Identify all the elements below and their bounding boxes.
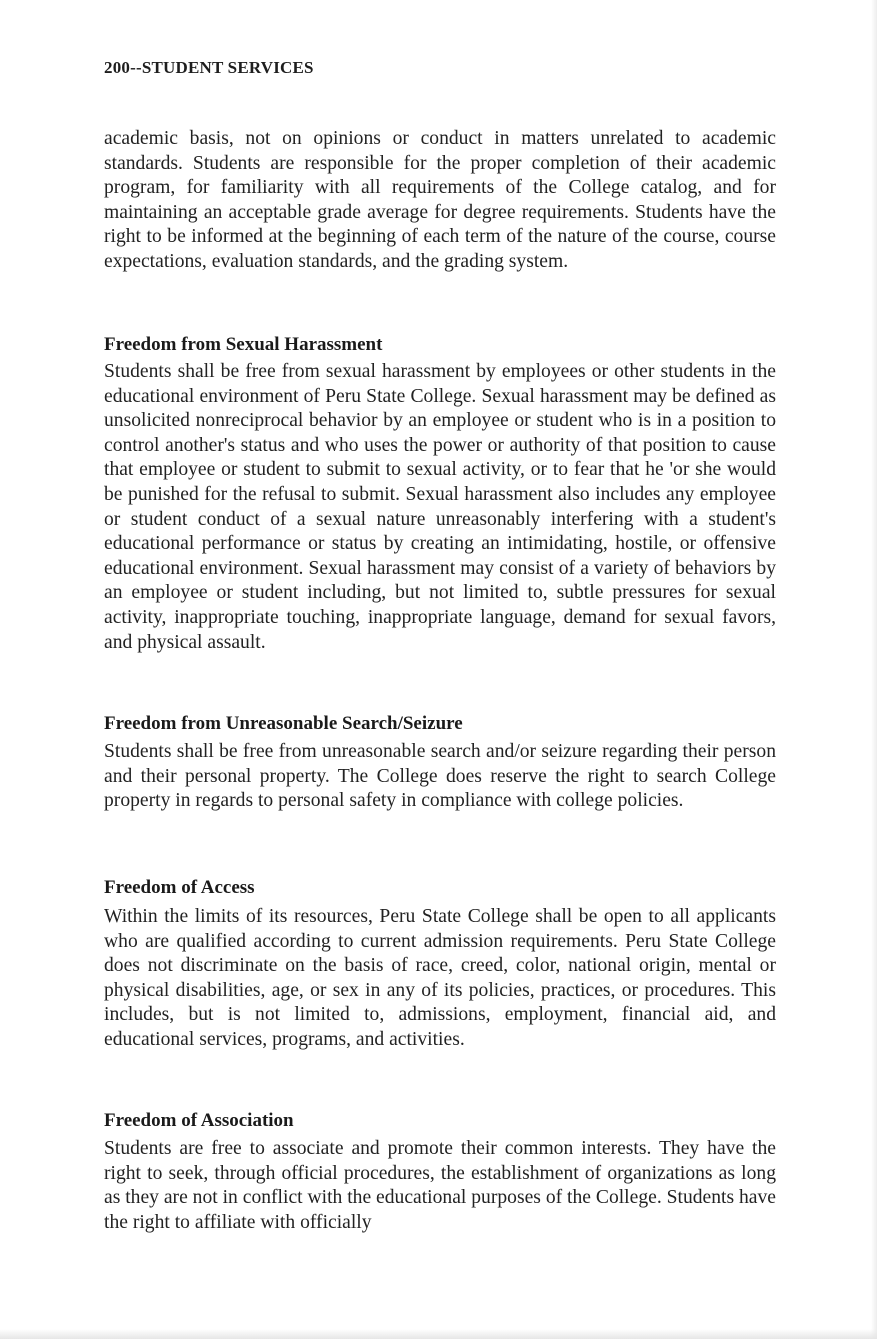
- page-bottom-edge-shadow: [0, 1329, 877, 1339]
- paragraph-freedom-of-association: Students are free to associate and promote their common interests. They have the right to seek, through official procedures, the establishment of organizations as long as they are not in conflict with the educational purposes of the College. Students have the right to affiliate with officially: [104, 1138, 776, 1233]
- heading-freedom-of-association: Freedom of Association: [104, 1110, 294, 1131]
- heading-freedom-of-access: Freedom of Access: [104, 877, 255, 898]
- page-right-edge-shadow: [871, 0, 877, 1339]
- running-head: 200--STUDENT SERVICES: [104, 58, 314, 77]
- intro-paragraph: academic basis, not on opinions or conduct in matters unrelated to academic standards. Students are responsible for the proper completion of their academic program, for familiarity with all requirements of the College catalog, and for maintaining an acceptable grade average for degree requirements. Students have the right to be informed at the beginning of each term of the nature of the course, course expectations, evaluation standards, and the grading system.: [104, 128, 776, 272]
- heading-search-seizure: Freedom from Unreasonable Search/Seizure: [104, 713, 463, 734]
- paragraph-search-seizure: Students shall be free from unreasonable search and/or seizure regarding their person and their personal property. The College does reserve the right to search College property in regards to personal safety in compliance with college policies.: [104, 741, 776, 812]
- paragraph-freedom-of-access: Within the limits of its resources, Peru State College shall be open to all applicants who are qualified according to current admission requirements. Peru State College does not discriminate on the basis of race, creed, color, national origin, mental or physical disabilities, age, or sex in any of its policies, practices, or procedures. This includes, but is not limited to, admissions, employment, financial aid, and educational services, programs, and activities.: [104, 906, 776, 1050]
- heading-sexual-harassment: Freedom from Sexual Harassment: [104, 334, 383, 355]
- paragraph-sexual-harassment: Students shall be free from sexual harassment by employees or other students in the educational environment of Peru State College. Sexual harassment may be defined as unsolicited nonreciprocal behavior by an employee or student who is in a position to control another's status and who uses the power or authority of that position to cause that employee or student to submit to sexual activity, or to fear that he 'or she would be punished for the refusal to submit. Sexual harassment also includes any employee or student conduct of a sexual nature unreasonably interfering with a student's educational performance or status by creating an intimidating, hostile, or offensive educational environment. Sexual harassment may consist of a variety of behaviors by an employee or student including, but not limited to, subtle pressures for sexual activity, inappropriate touching, inappropriate language, demand for sexual favors, and physical assault.: [104, 361, 776, 653]
